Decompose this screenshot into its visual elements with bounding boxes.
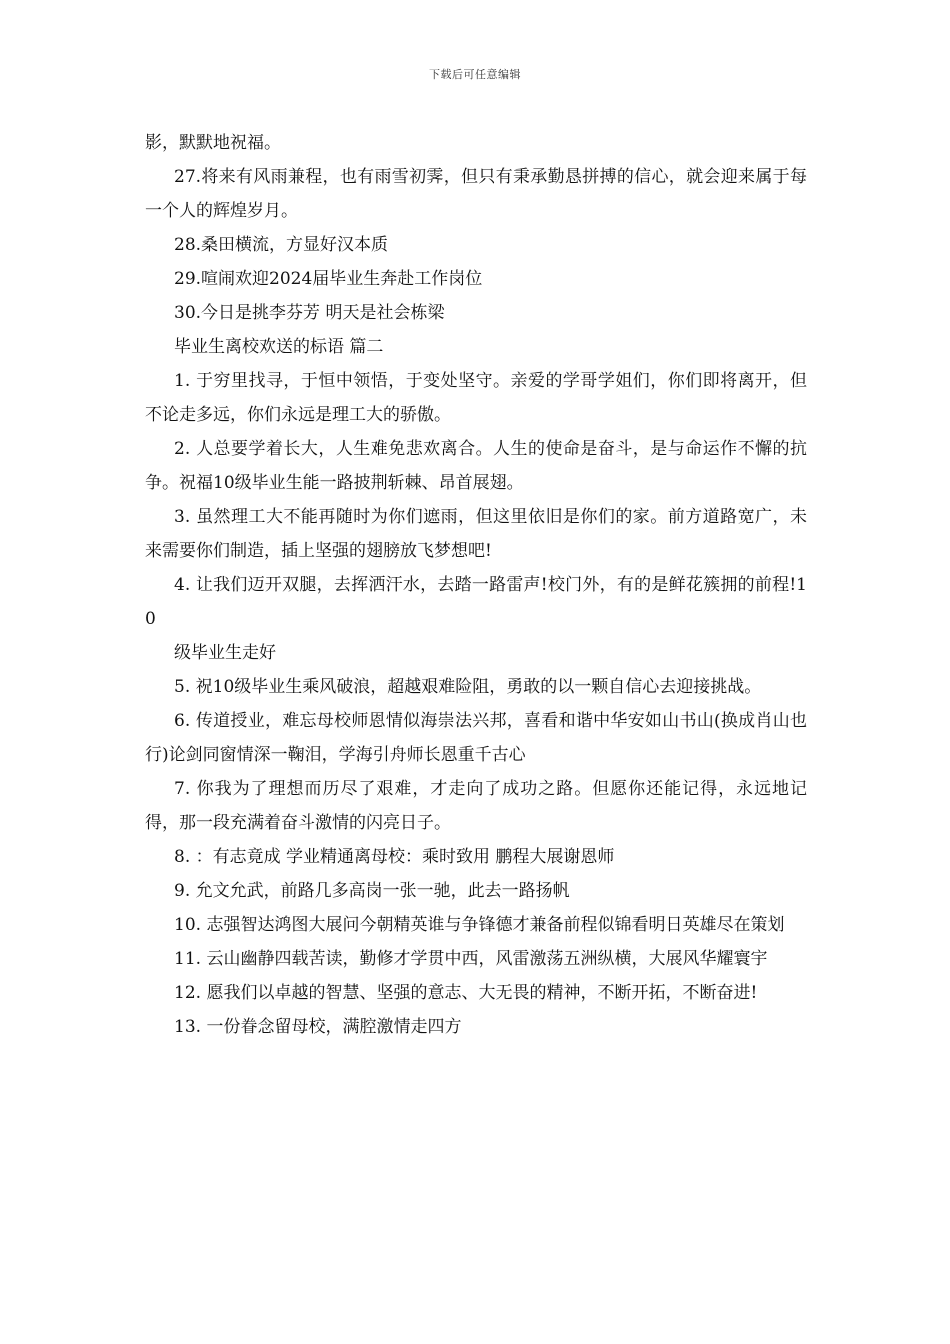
paragraph: 9. 允文允武，前路几多高岗一张一驰，此去一路扬帆 (174, 881, 570, 901)
paragraph: 2. 人总要学着长大，人生难免悲欢离合。人生的使命是奋斗，是与命运作不懈的抗争。祝福10级毕业生能一路披荆斩棘、昂首展翅。 (145, 439, 807, 493)
paragraph: 13. 一份眷念留母校，满腔激情走四方 (174, 1017, 462, 1037)
paragraph: 3. 虽然理工大不能再随时为你们遮雨，但这里依旧是你们的家。前方道路宽广，未来需要你们制造，插上坚强的翅膀放飞梦想吧! (145, 507, 807, 561)
paragraph: 5. 祝10级毕业生乘风破浪，超越艰难险阻，勇敢的以一颗自信心去迎接挑战。 (174, 677, 762, 697)
paragraph: 1. 于穷里找寻，于恒中领悟，于变处坚守。亲爱的学哥学姐们，你们即将离开，但不论走多远，你们永远是理工大的骄傲。 (145, 371, 807, 425)
section-heading: 毕业生离校欢送的标语 篇二 (174, 337, 384, 357)
paragraph: 4. 让我们迈开双腿，去挥洒汗水，去踏一路雷声!校门外，有的是鲜花簇拥的前程!10 (145, 575, 807, 629)
paragraph: 影，默默地祝福。 (145, 133, 281, 153)
paragraph: 28.桑田横流，方显好汉本质 (174, 235, 389, 255)
paragraph: 10. 志强智达鸿图大展问今朝精英谁与争锋德才兼备前程似锦看明日英雄尽在策划 (174, 915, 785, 935)
document-body (145, 126, 807, 1044)
paragraph: 6. 传道授业，难忘母校师恩情似海崇法兴邦，喜看和谐中华安如山书山(换成肖山也行)论剑同窗情深一鞠泪，学海引舟师长恩重千古心 (145, 711, 807, 765)
paragraph: 7. 你我为了理想而历尽了艰难，才走向了成功之路。但愿你还能记得，永远地记得，那一段充满着奋斗激情的闪亮日子。 (145, 779, 807, 833)
paragraph: 29.喧闹欢迎2024届毕业生奔赴工作岗位 (174, 269, 483, 289)
page-header: 下载后可任意编辑 (429, 68, 521, 81)
paragraph: 级毕业生走好 (174, 643, 276, 663)
paragraph: 27.将来有风雨兼程，也有雨雪初霁，但只有秉承勤恳拼搏的信心，就会迎来属于每一个人的辉煌岁月。 (145, 167, 807, 221)
paragraph: 8. ：有志竟成 学业精通离母校：乘时致用 鹏程大展谢恩师 (174, 847, 615, 867)
paragraph: 30.今日是挑李芬芳 明天是社会栋梁 (174, 303, 445, 323)
paragraph: 12. 愿我们以卓越的智慧、坚强的意志、大无畏的精神，不断开拓，不断奋进! (174, 983, 758, 1003)
paragraph: 11. 云山幽静四载苦读，勤修才学贯中西，风雷激荡五洲纵横，大展风华耀寰宇 (174, 949, 768, 969)
